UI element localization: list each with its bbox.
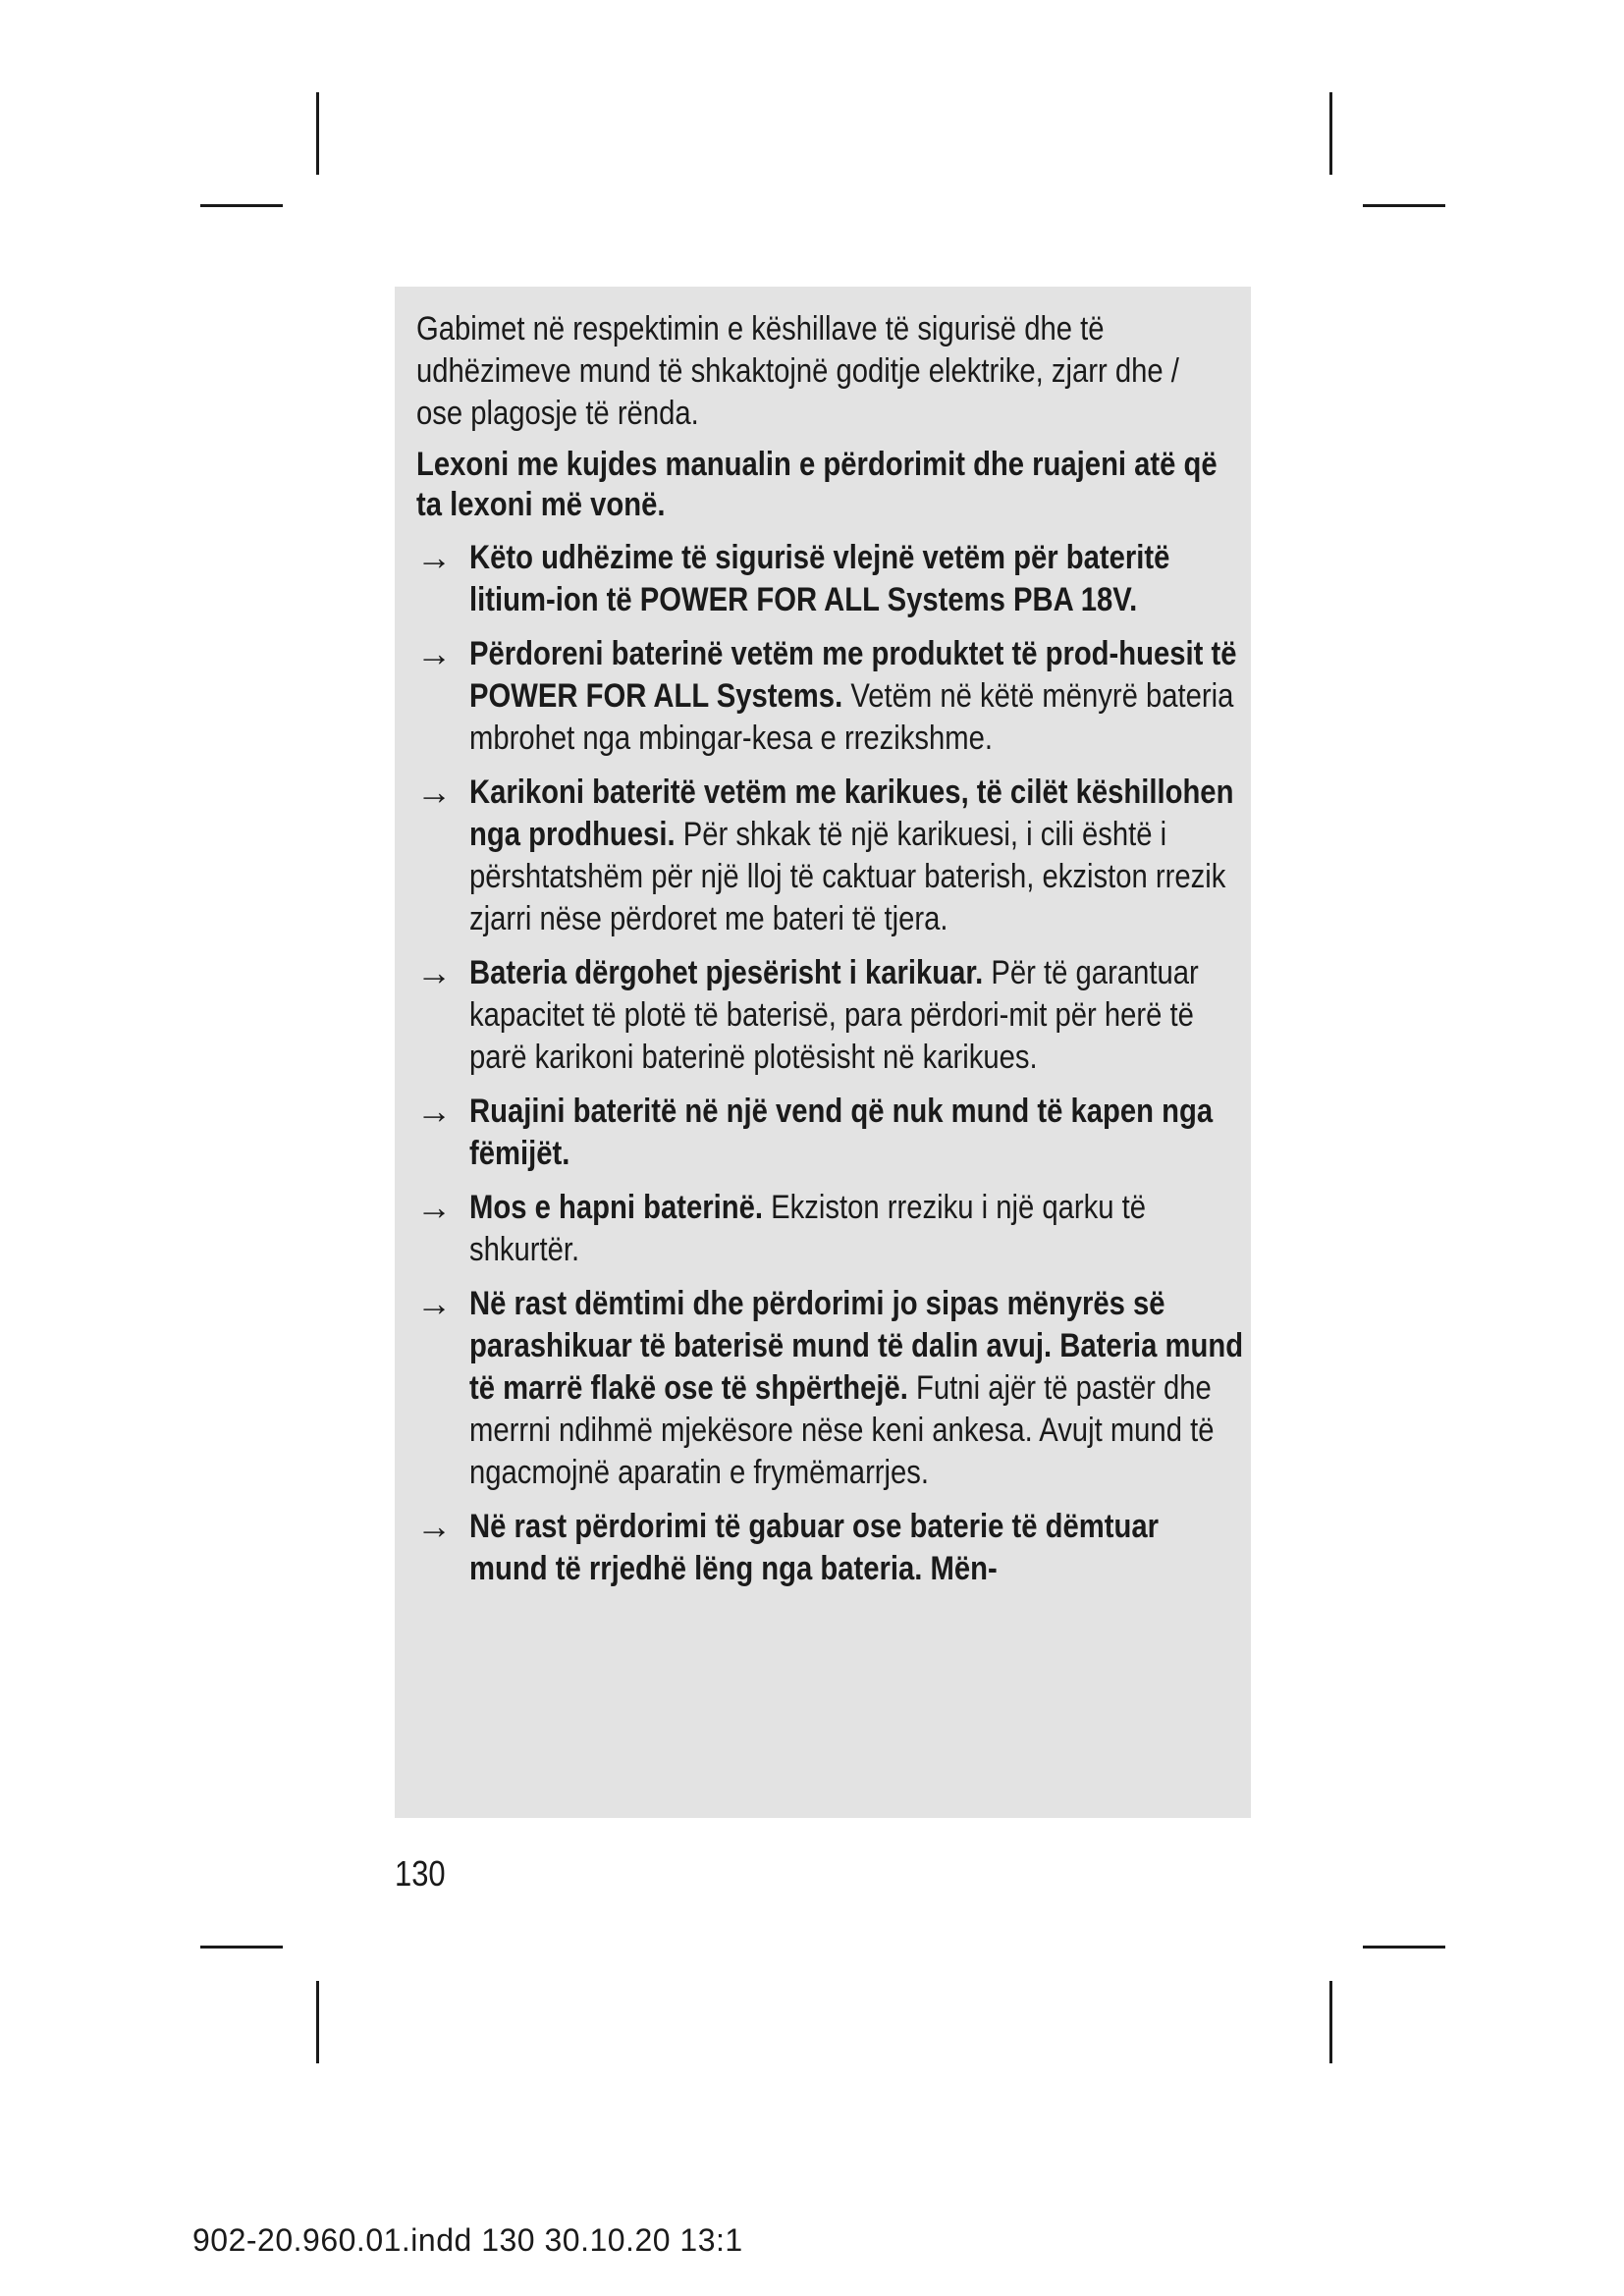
safety-instruction-item xyxy=(416,952,1233,1079)
print-slug: 902-20.960.01.indd 130 30.10.20 13:1 xyxy=(192,2222,743,2258)
lead-paragraph: Lexoni me kujdes manualin e përdorimit dhe ruajeni atë që ta lexoni më vonë. xyxy=(416,446,1218,523)
safety-instruction-item xyxy=(416,772,1233,940)
safety-warning-box xyxy=(395,287,1251,1818)
instruction-heading: Këto udhëzime të sigurisë vlejnë vetëm për bateritë litium-ion të POWER FOR ALL Systems PBA 18V. xyxy=(469,539,1170,618)
crop-mark-top-right-vertical xyxy=(1329,92,1332,175)
instruction-heading: Në rast përdorimi të gabuar ose baterie të dëmtuar mund të rrjedhë lëng nga bateria. Mën- xyxy=(469,1508,1159,1587)
arrow-right-icon: → xyxy=(416,1506,452,1546)
instruction-detail: Për shkak të një karikuesi, i cili është i përshtatshëm për një lloj të caktuar baterish, ekziston rrezik zjarri nëse përdoret me bateri të tjera. xyxy=(469,816,1226,937)
instruction-text xyxy=(469,772,1245,940)
instruction-detail: Ekziston rreziku i një qarku të shkurtër. xyxy=(469,1189,1146,1268)
arrow-right-icon: → xyxy=(416,1091,452,1131)
safety-instruction-item xyxy=(416,633,1237,760)
instruction-heading: Përdoreni baterinë vetëm me produktet të prod-huesit të POWER FOR ALL Systems. xyxy=(469,635,1237,715)
crop-mark-bottom-right-horizontal xyxy=(1363,1946,1445,1949)
safety-instruction-list xyxy=(416,537,1244,1590)
instruction-heading: Ruajini bateritë në një vend që nuk mund të kapen nga fëmijët. xyxy=(469,1093,1214,1172)
instruction-text xyxy=(469,1187,1245,1271)
arrow-right-icon: → xyxy=(416,537,452,577)
instruction-detail: Futni ajër të pastër dhe merrni ndihmë mjekësore nëse keni ankesa. Avujt mund të ngacmojnë aparatin e frymëmarrjes. xyxy=(469,1369,1215,1491)
safety-instruction-item xyxy=(416,1187,1233,1271)
instruction-text xyxy=(469,952,1245,1079)
arrow-right-icon: → xyxy=(416,633,452,673)
intro-paragraph: Gabimet në respektimin e këshillave të sigurisë dhe të udhëzimeve mund të shkaktojnë goditje elektrike, zjarr dhe / ose plagosje të rënda. xyxy=(416,310,1179,432)
crop-mark-bottom-left-horizontal xyxy=(200,1946,283,1949)
arrow-right-icon: → xyxy=(416,1187,452,1227)
instruction-heading: Mos e hapni baterinë. xyxy=(469,1189,763,1226)
instruction-detail: Vetëm në këtë mënyrë bateria mbrohet nga mbingar-kesa e rrezikshme. xyxy=(469,677,1234,757)
crop-mark-bottom-right-vertical xyxy=(1329,1981,1332,2063)
crop-mark-top-left-horizontal xyxy=(200,204,283,207)
instruction-text xyxy=(469,1091,1245,1175)
instruction-heading: Në rast dëmtimi dhe përdorimi jo sipas mënyrës së parashikuar të baterisë mund të dalin avuj. Bateria mund të marrë flakë ose të shpërthejë. xyxy=(469,1285,1244,1407)
arrow-right-icon: → xyxy=(416,952,452,992)
instruction-detail: Për të garantuar kapacitet të plotë të baterisë, para përdori-mit për herë të parë karikoni baterinë plotësisht në karikues. xyxy=(469,954,1199,1076)
arrow-right-icon: → xyxy=(416,772,452,812)
instruction-heading: Karikoni bateritë vetëm me karikues, të cilët këshillohen nga prodhuesi. xyxy=(469,774,1234,853)
safety-instruction-item xyxy=(416,1506,1233,1590)
crop-mark-top-right-horizontal xyxy=(1363,204,1445,207)
page-number: 130 xyxy=(395,1853,446,1894)
crop-mark-top-left-vertical xyxy=(316,92,319,175)
instruction-text xyxy=(469,633,1245,760)
safety-instruction-item xyxy=(416,1283,1244,1494)
safety-instruction-item xyxy=(416,537,1233,621)
arrow-right-icon: → xyxy=(416,1283,452,1323)
instruction-text xyxy=(469,1506,1245,1590)
instruction-heading: Bateria dërgohet pjesërisht i karikuar. xyxy=(469,954,984,991)
crop-mark-bottom-left-vertical xyxy=(316,1981,319,2063)
instruction-text xyxy=(469,537,1245,621)
safety-instruction-item xyxy=(416,1091,1233,1175)
instruction-text xyxy=(469,1283,1245,1494)
